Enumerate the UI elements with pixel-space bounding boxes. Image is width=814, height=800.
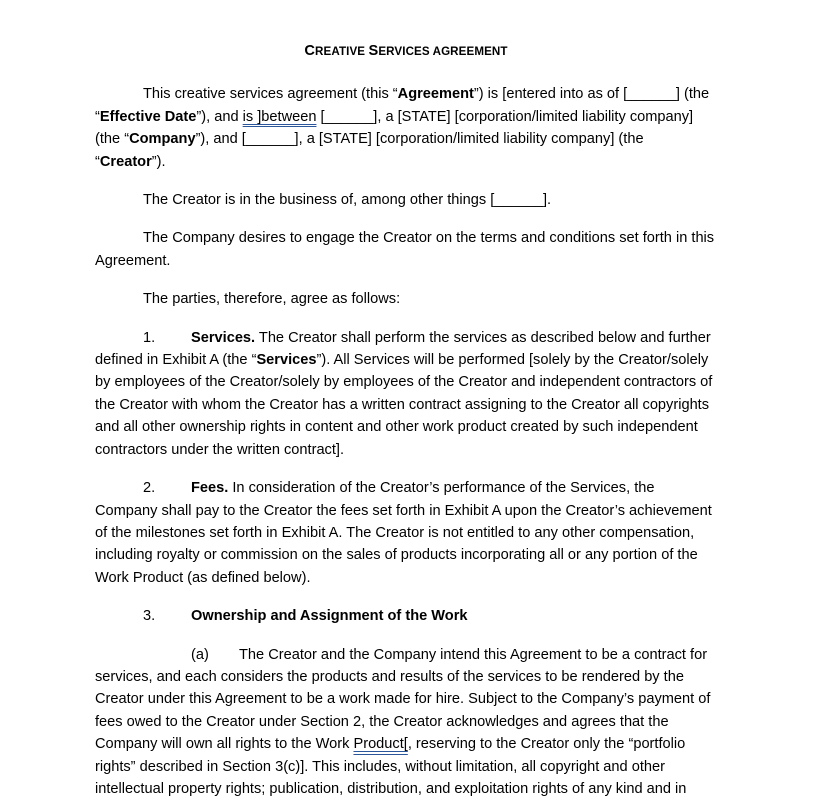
section-3-ownership <box>95 605 717 627</box>
document-title: CREATIVE SERVICES AGREEMENT <box>304 43 508 59</box>
business-paragraph: The Creator is in the business of, among other things [______]. <box>143 192 552 209</box>
intro-paragraph: This creative services agreement (this “Agreement”) is [entered into as of [______] (the “Effective Date”), and is ]between [______], a [STATE] [corporation/limited liability company] (the “Company”), and [______], a [STATE] [corporation/limited liability company] (the “Creator”). <box>95 86 710 170</box>
section-heading: Fees. <box>191 480 229 497</box>
grammar-flag[interactable]: Product[ <box>353 736 408 753</box>
section-heading: Services. <box>191 329 256 346</box>
section-3a-paragraph: (a) The Creator and the Company intend this Agreement to be a contract for services, and each considers the products and results of the services to be rendered by the Creator under this Agreement to be a work made for hire. Subject to the Company’s payment of fees owed to the Creator under Section 2, the Creator acknowledges and agrees that the Company will own all rights to the Work Product[, reserving to the Creator only the “portfolio rights” described in Section 3(c)]. This includes, without limitation, all copyright and other intellectual property rights; publication, distribution, and exploitation rights of any kind and in <box>95 644 717 800</box>
subsection-label: (a) <box>191 646 209 663</box>
desire-paragraph: The Company desires to engage the Creator on the terms and conditions set forth in this Agreement. <box>95 230 715 269</box>
agree-paragraph: The parties, therefore, agree as follows: <box>143 291 401 308</box>
grammar-flag[interactable]: is ]between <box>242 108 317 125</box>
section-number: 2. <box>143 480 156 497</box>
section-1-services: 1. Services. The Creator shall perform the services as described below and further defined in Exhibit A (the “Services”). All Services will be performed [solely by the Creator/solely by employees of the Creator/solely by employees of the Creator and independent contractors of the Creator with whom the Creator has a written contract assigning to the Creator all copyrights and all other ownership rights in content and other work product created by such independent contractors under the written contract]. <box>95 327 717 461</box>
section-number: 3. <box>143 608 156 625</box>
section-2-fees: 2. Fees. In consideration of the Creator’s performance of the Services, the Company shall pay to the Creator the fees set forth in Exhibit A upon the Creator’s achievement of the milestones set forth in Exhibit A. The Creator is not entitled to any other compensation, including royalty or commission on the sales of products incorporating all or any portion of the Work Product (as defined below). <box>95 477 717 589</box>
section-heading: Ownership and Assignment of the Work <box>191 608 468 625</box>
section-number: 1. <box>143 329 156 346</box>
